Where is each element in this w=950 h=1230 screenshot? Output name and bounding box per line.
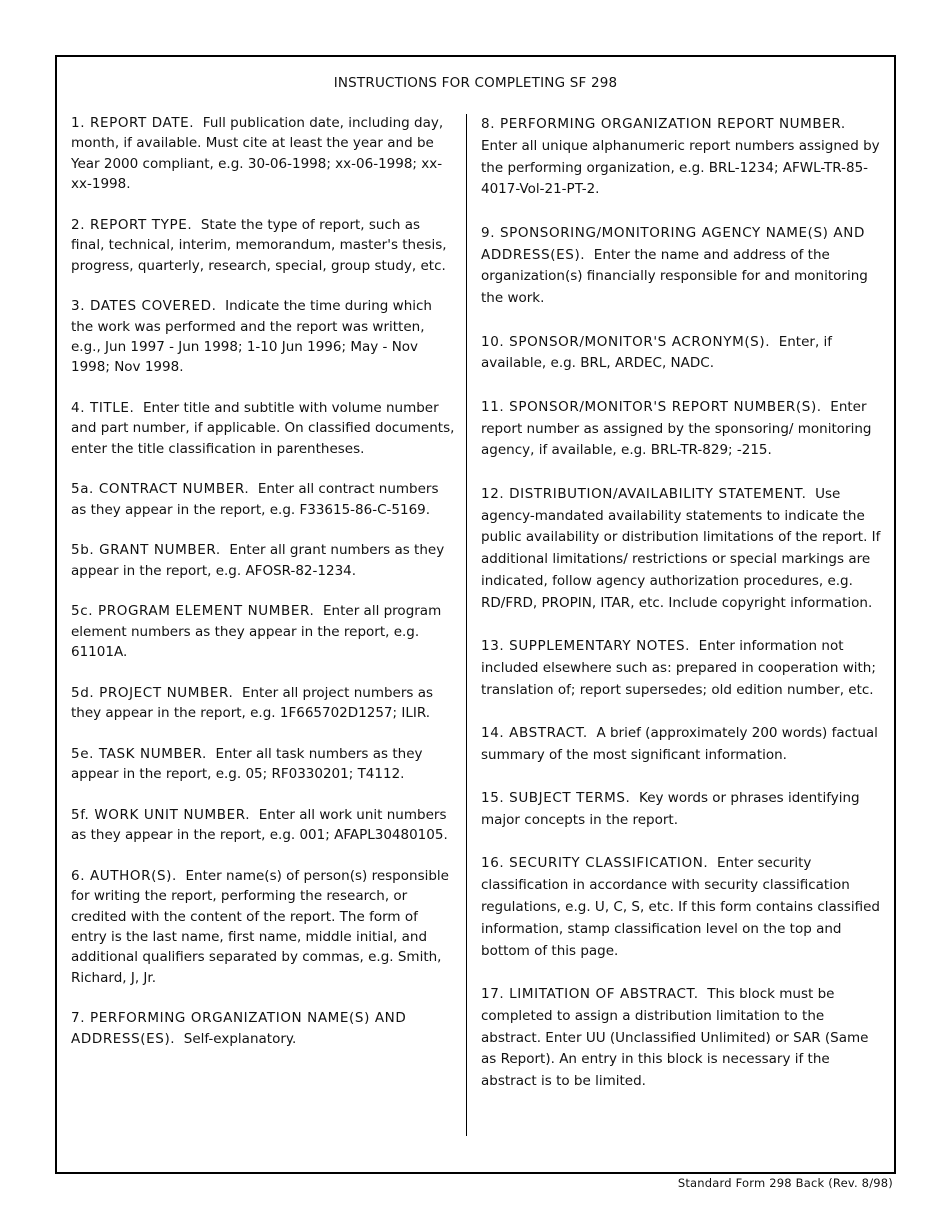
instruction-item (481, 636, 887, 701)
instruction-item (71, 398, 456, 459)
instruction-item (71, 866, 456, 988)
item-text: Enter the name and address of the organization(s) financially responsible for and monitoring the work. (481, 246, 868, 307)
left-column (71, 113, 456, 1069)
item-heading: 14. ABSTRACT. (481, 725, 588, 742)
item-heading: 15. SUBJECT TERMS. (481, 790, 631, 807)
instruction-item (481, 788, 887, 832)
instruction-item (481, 484, 887, 615)
item-heading: 10. SPONSOR/MONITOR'S ACRONYM(S). (481, 333, 771, 350)
instruction-item (481, 853, 887, 962)
item-text: Enter title and subtitle with volume number and part number, if applicable. On classified documents, enter the title classification in parentheses. (71, 400, 455, 457)
item-text: Use agency-mandated availability statements to indicate the public availability or distribution limitations of the report. If additional limitations/ restrictions or special markings are indicated, follow agency authorization procedures, e.g. RD/FRD, PROPIN, ITAR, etc. Include copyright information. (481, 485, 881, 611)
item-text: State the type of report, such as final, technical, interim, memorandum, master's thesis, progress, quarterly, research, special, group study, etc. (71, 216, 447, 274)
item-heading: 5a. CONTRACT NUMBER. (71, 481, 250, 498)
item-text: Enter security classification in accordance with security classification regulations, e.g. U, C, S, etc. If this form contains classified information, stamp classification level on the top and bottom of this page. (481, 855, 880, 959)
item-heading: 4. TITLE. (71, 400, 135, 417)
item-heading: 5c. PROGRAM ELEMENT NUMBER. (71, 603, 315, 620)
item-heading: 13. SUPPLEMENTARY NOTES. (481, 638, 691, 655)
right-column (481, 114, 887, 1115)
instruction-item (481, 723, 887, 767)
instruction-item (481, 223, 887, 310)
item-text: Enter all unique alphanumeric report numbers assigned by the performing organization, e.g. BRL-1234; AFWL-TR-85-4017-Vol-21-PT-2. (481, 137, 880, 198)
item-text: Enter information not included elsewhere such as: prepared in cooperation with; translation of; report supersedes; old edition number, etc. (481, 638, 876, 698)
instruction-item (71, 744, 456, 785)
item-text: Enter report number as assigned by the sponsoring/ monitoring agency, if available, e.g. BRL-TR-829; -215. (481, 398, 872, 459)
item-heading: 5b. GRANT NUMBER. (71, 542, 221, 559)
item-text: Enter all contract numbers as they appear in the report, e.g. F33615-86-C-5169. (71, 481, 439, 518)
item-heading: 5d. PROJECT NUMBER. (71, 684, 234, 701)
item-text: A brief (approximately 200 words) factual summary of the most significant information. (481, 725, 878, 763)
form-frame (55, 55, 896, 1174)
item-heading: 3. DATES COVERED. (71, 298, 217, 315)
instruction-item (481, 984, 887, 1093)
item-text: Enter name(s) of person(s) responsible for writing the report, performing the research, or credited with the content of the report. The form of entry is the last name, first name, middle initial, and additional qualifiers separated by commas, e.g. Smith, Richard, J, Jr. (71, 867, 449, 986)
instruction-item (71, 805, 456, 846)
item-heading: 7. PERFORMING ORGANIZATION NAME(S) AND ADDRESS(ES). (71, 1010, 407, 1047)
column-divider (466, 114, 467, 1136)
item-heading: 9. SPONSORING/MONITORING AGENCY NAME(S) AND ADDRESS(ES). (481, 224, 865, 263)
instruction-item (481, 397, 887, 462)
item-text: Full publication date, including day, month, if available. Must cite at least the year and be Year 2000 compliant, e.g. 30-06-1998; xx-06-1998; xx-xx-1998. (71, 115, 444, 193)
instruction-item (71, 296, 456, 378)
instruction-item (71, 113, 456, 195)
item-heading: 6. AUTHOR(S). (71, 867, 177, 884)
item-text: Indicate the time during which the work was performed and the report was written, e.g., Jun 1997 - Jun 1998; 1-10 Jun 1996; May - Nov 1998; Nov 1998. (71, 298, 432, 376)
page-title: INSTRUCTIONS FOR COMPLETING SF 298 (333, 75, 618, 91)
instruction-item (71, 479, 456, 520)
item-text: This block must be completed to assign a distribution limitation to the abstract. Enter UU (Unclassified Unlimited) or SAR (Same as Report). An entry in this block is necessary if the abstract is to be limited. (481, 986, 869, 1090)
item-heading: 5e. TASK NUMBER. (71, 745, 207, 762)
item-heading: 5f. WORK UNIT NUMBER. (71, 806, 251, 823)
item-heading: 11. SPONSOR/MONITOR'S REPORT NUMBER(S). (481, 398, 822, 415)
instruction-item (71, 540, 456, 581)
item-text: Enter all work unit numbers as they appear in the report, e.g. 001; AFAPL30480105. (71, 806, 448, 844)
item-heading: 2. REPORT TYPE. (71, 216, 193, 233)
instruction-item (71, 215, 456, 276)
item-text: Self-explanatory. (183, 1030, 297, 1047)
item-text: Enter, if available, e.g. BRL, ARDEC, NADC. (481, 333, 833, 372)
item-heading: 17. LIMITATION OF ABSTRACT. (481, 986, 699, 1003)
form-footer: Standard Form 298 Back (Rev. 8/98) (677, 1176, 893, 1190)
item-heading: 12. DISTRIBUTION/AVAILABILITY STATEMENT. (481, 485, 807, 502)
item-heading: 16. SECURITY CLASSIFICATION. (481, 855, 709, 872)
instruction-item (71, 601, 456, 662)
instruction-item (71, 683, 456, 724)
item-text: Enter all task numbers as they appear in the report, e.g. 05; RF0330201; T4112. (71, 745, 423, 783)
item-heading: 1. REPORT DATE. (71, 115, 195, 131)
instruction-item (71, 1008, 456, 1049)
item-text: Key words or phrases identifying major concepts in the report. (481, 790, 860, 829)
instruction-item (481, 332, 887, 376)
item-text: Enter all grant numbers as they appear in the report, e.g. AFOSR-82-1234. (71, 542, 445, 579)
item-heading: 8. PERFORMING ORGANIZATION REPORT NUMBER. (481, 116, 846, 132)
instruction-item (481, 114, 887, 201)
item-text: Enter all project numbers as they appear in the report, e.g. 1F665702D1257; ILIR. (71, 684, 434, 722)
item-text: Enter all program element numbers as they appear in the report, e.g. 61101A. (71, 603, 442, 661)
